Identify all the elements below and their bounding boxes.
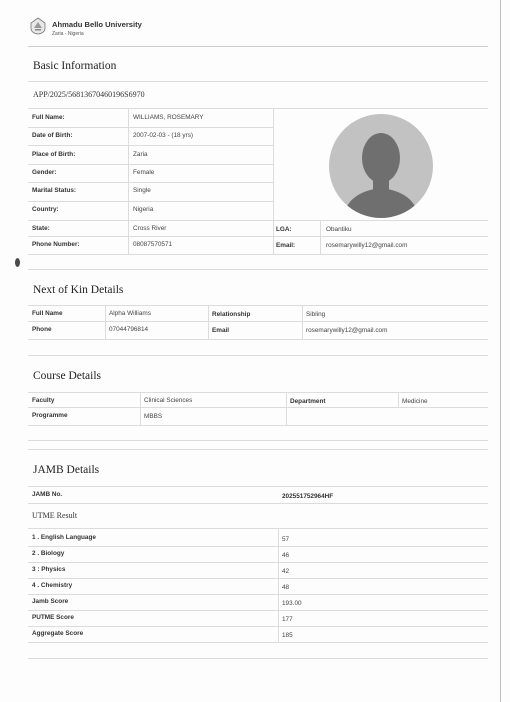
dob-label: Date of Birth:	[32, 132, 73, 139]
course-details-title: Course Details	[33, 370, 102, 382]
divider	[28, 108, 488, 109]
row-line	[28, 626, 488, 627]
marital-status-value: Single	[133, 187, 151, 194]
utme-subject-label: 2 . Biology	[32, 550, 65, 557]
row-line	[28, 562, 488, 563]
programme-label: Programme	[32, 412, 68, 419]
lga-label: LGA:	[276, 226, 292, 233]
phone-label: Phone Number:	[32, 241, 80, 248]
faculty-value: Clinical Sciences	[144, 397, 193, 404]
jamb-score-value: 193.00	[282, 600, 302, 607]
section-top-line	[28, 269, 488, 270]
page-edge	[500, 0, 501, 702]
jamb-score-label: Jamb Score	[32, 598, 69, 605]
row-line	[28, 578, 488, 579]
scan-mark	[15, 258, 20, 267]
kin-fullname-label: Full Name	[32, 310, 63, 317]
gender-label: Gender:	[32, 169, 57, 176]
email-label: Email:	[276, 242, 296, 249]
jamb-details-title: JAMB Details	[33, 464, 100, 476]
utme-subject-label: 1 . English Language	[32, 534, 96, 541]
row-line	[28, 594, 488, 595]
row-line	[28, 145, 273, 146]
divider	[28, 528, 488, 529]
utme-subject-score: 57	[282, 536, 290, 543]
utme-subject-label: 3 : Physics	[32, 566, 66, 573]
kin-email-label: Email	[212, 327, 230, 334]
university-location: Zaria - Nigeria	[52, 31, 84, 37]
gender-value: Female	[133, 169, 155, 176]
section-top-line	[28, 449, 488, 450]
putme-score-value: 177	[282, 616, 293, 623]
basic-info-title: Basic Information	[33, 60, 117, 72]
col-line	[273, 108, 274, 254]
row-line	[28, 546, 488, 547]
row-line	[28, 236, 488, 237]
row-line	[28, 127, 273, 128]
divider	[28, 392, 488, 393]
utme-result-title: UTME Result	[32, 511, 78, 520]
avatar	[329, 114, 433, 218]
col-line	[320, 220, 321, 254]
department-label: Department	[290, 398, 326, 405]
col-line	[398, 392, 399, 407]
row-line	[28, 182, 273, 183]
programme-value: MBBS	[144, 413, 163, 420]
country-value: Nigeria	[133, 206, 154, 213]
divider	[28, 305, 488, 306]
faculty-label: Faculty	[32, 397, 55, 404]
putme-score-label: PUTME Score	[32, 614, 74, 621]
section-top-line	[28, 355, 488, 356]
jamb-no-label: JAMB No.	[32, 491, 63, 498]
row-line	[28, 339, 488, 340]
state-value: Cross River	[133, 225, 167, 232]
header-divider	[28, 46, 488, 47]
row-line	[28, 610, 488, 611]
col-line	[286, 392, 287, 425]
kin-phone-value: 07044796814	[109, 326, 149, 333]
row-line	[28, 425, 488, 426]
divider	[28, 81, 488, 82]
col-line	[302, 305, 303, 339]
row-line	[28, 220, 488, 221]
row-line	[28, 503, 488, 504]
lga-value: Obantiku	[326, 226, 352, 233]
marital-status-label: Marital Status:	[32, 187, 77, 194]
col-line	[140, 392, 141, 425]
col-line	[105, 305, 106, 339]
state-label: State:	[32, 225, 50, 232]
next-of-kin-title: Next of Kin Details	[33, 284, 124, 296]
aggregate-score-value: 185	[282, 632, 293, 639]
divider	[28, 486, 488, 487]
utme-subject-score: 46	[282, 552, 290, 559]
phone-value: 08087570571	[133, 241, 173, 248]
kin-phone-label: Phone	[32, 326, 52, 333]
col-line	[278, 528, 279, 642]
full-name-value: WILLIAMS, ROSEMARY	[133, 114, 204, 121]
pob-label: Place of Birth:	[32, 151, 76, 158]
divider	[28, 658, 488, 659]
row-line	[28, 407, 488, 408]
aggregate-score-label: Aggregate Score	[32, 630, 84, 637]
kin-relationship-label: Relationship	[212, 311, 251, 318]
col-line	[128, 108, 129, 254]
utme-subject-score: 42	[282, 568, 290, 575]
row-line	[28, 164, 273, 165]
kin-email-value: rosemarywilly12@gmail.com	[306, 327, 388, 334]
application-number: APP/2025/56813670460196S6970	[33, 90, 145, 99]
col-line	[208, 305, 209, 339]
university-logo	[30, 17, 46, 35]
utme-subject-score: 48	[282, 584, 290, 591]
email-value: rosemarywilly12@gmail.com	[326, 242, 408, 249]
utme-subject-label: 4 . Chemistry	[32, 582, 73, 589]
row-line	[28, 642, 488, 643]
full-name-label: Full Name:	[32, 114, 65, 121]
department-value: Medicine	[402, 398, 428, 405]
row-line	[28, 254, 488, 255]
kin-relationship-value: Sibling	[306, 311, 326, 318]
country-label: Country:	[32, 206, 59, 213]
university-name: Ahmadu Bello University	[52, 20, 142, 29]
kin-fullname-value: Alpha Williams	[109, 310, 151, 317]
dob-value: 2007-02-03 - (18 yrs)	[133, 132, 194, 139]
row-line	[28, 201, 273, 202]
row-line	[28, 321, 488, 322]
jamb-no-value: 202551752964HF	[282, 493, 334, 500]
divider	[28, 440, 488, 441]
pob-value: Zaria	[133, 151, 148, 158]
